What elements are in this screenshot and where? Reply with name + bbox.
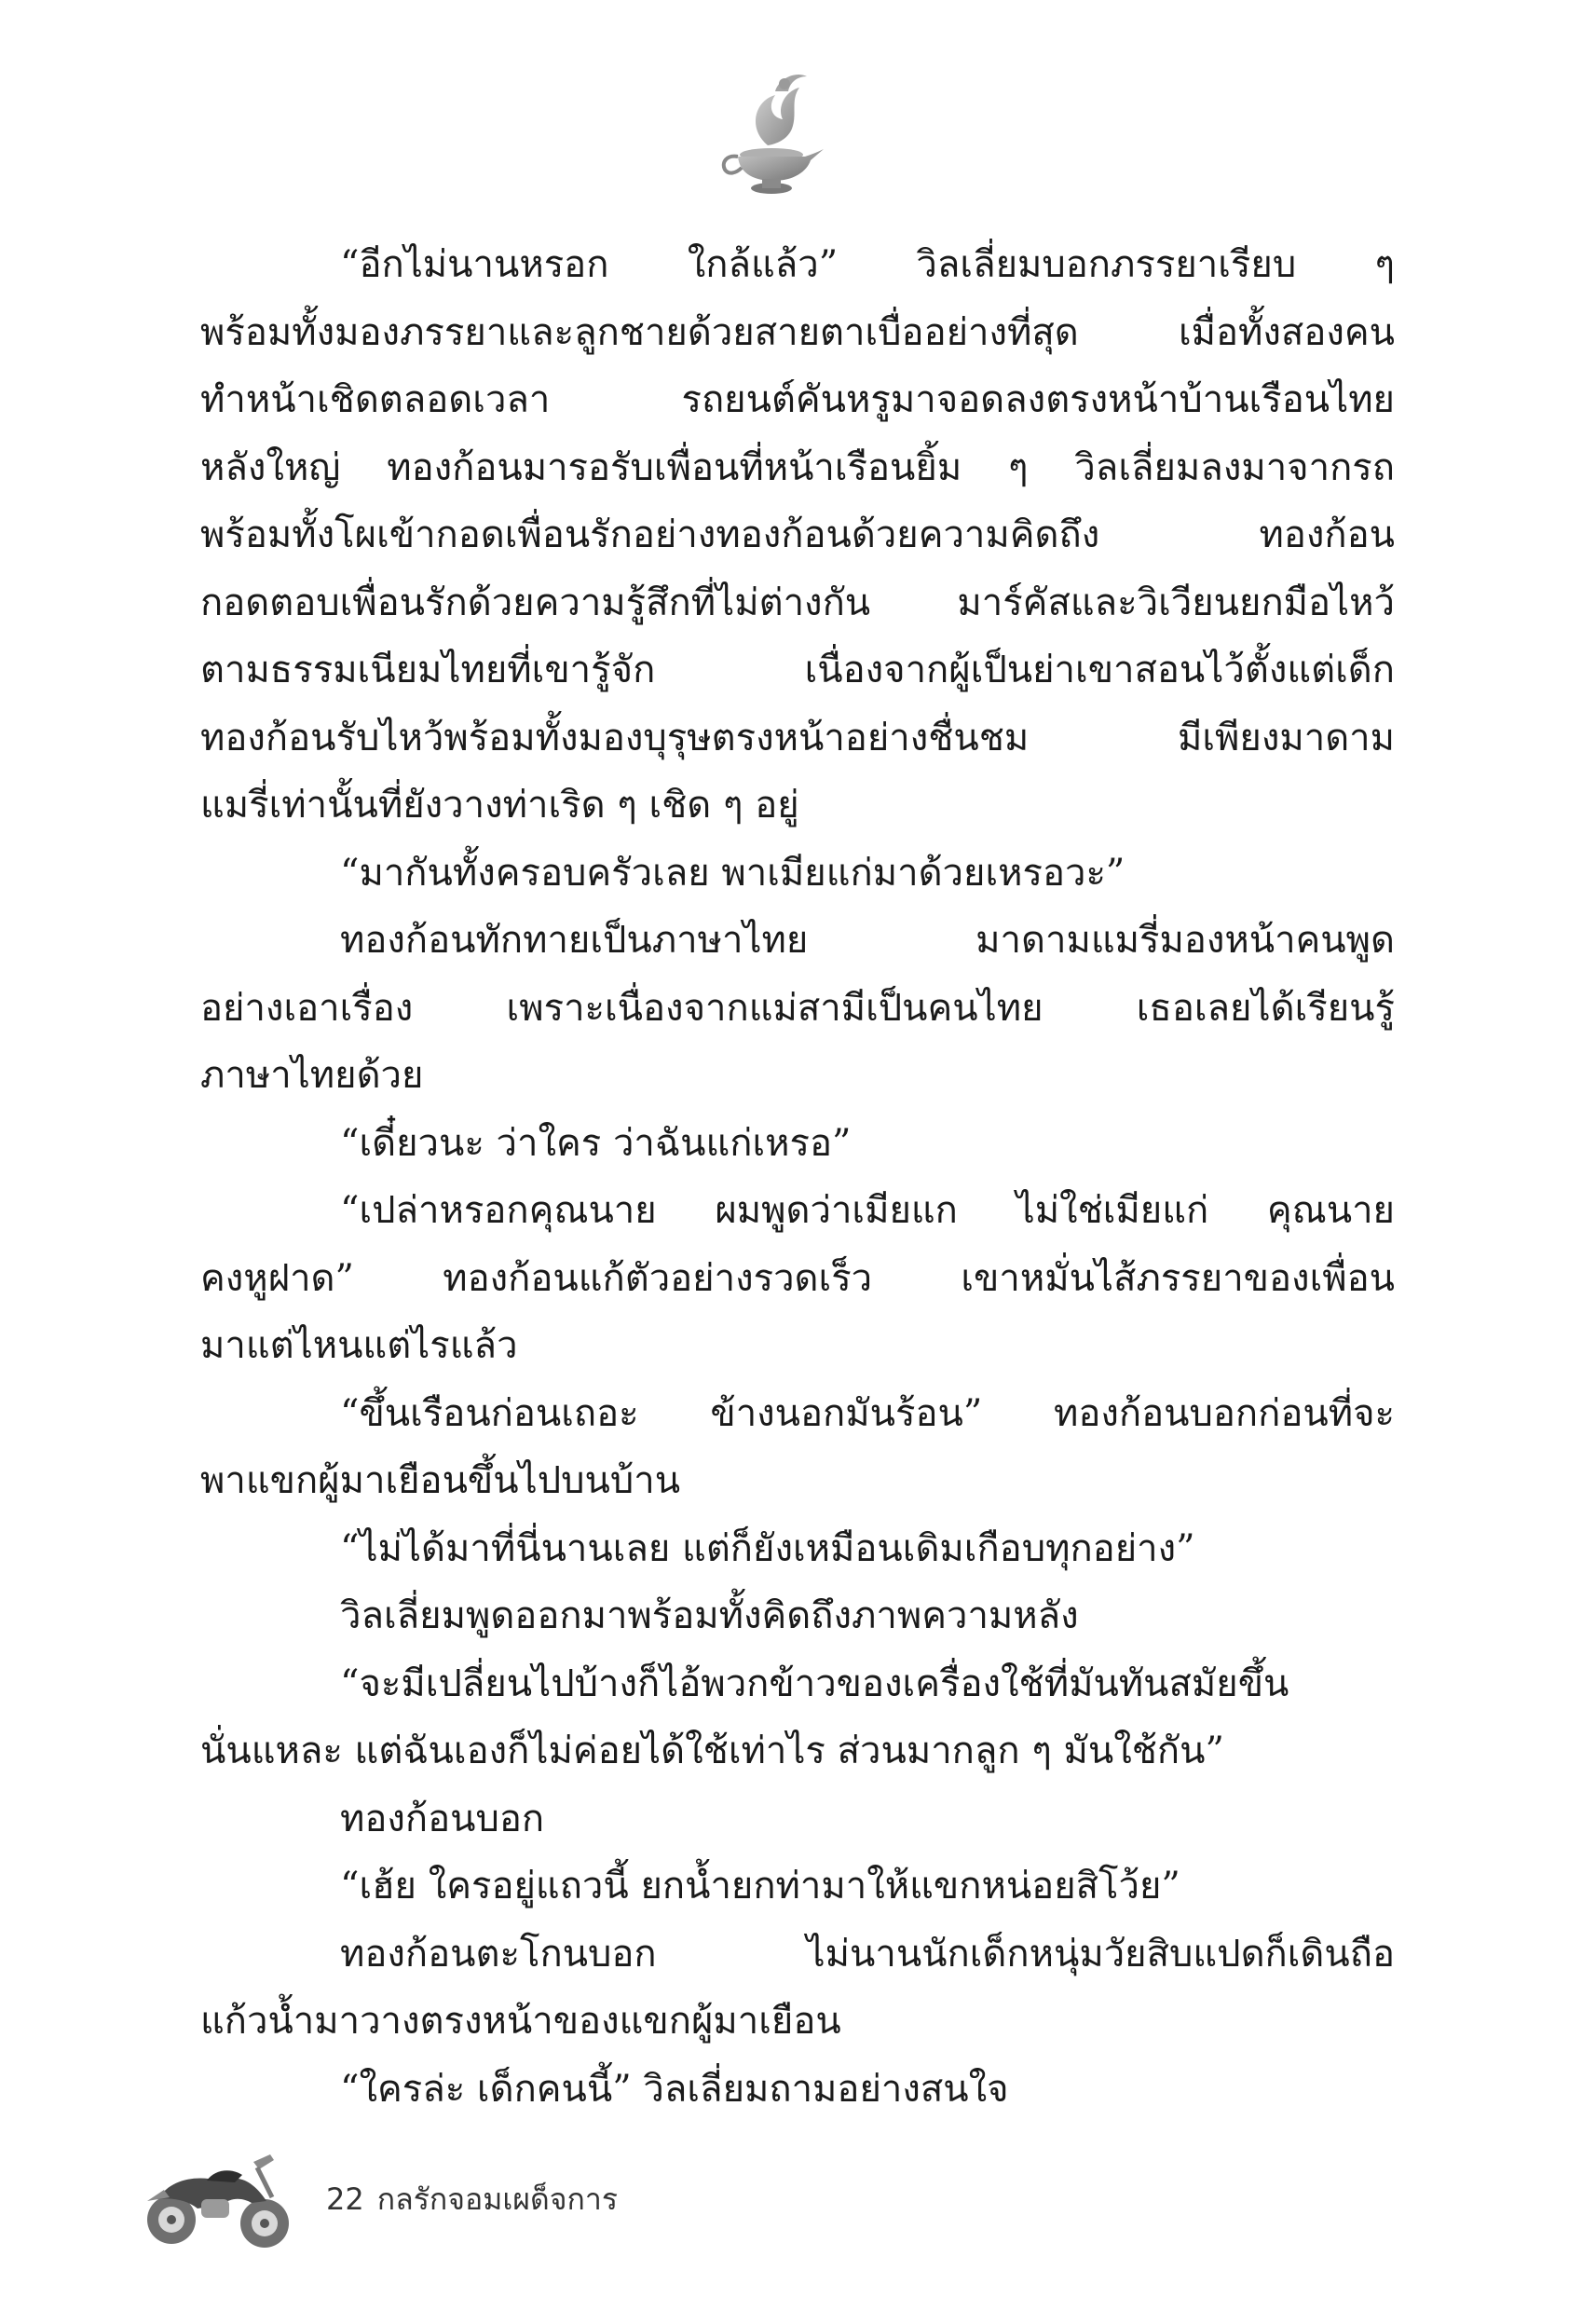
- text-line: “ใครล่ะ เด็กคนนี้” วิลเลี่ยมถามอย่างสนใจ: [340, 2067, 1009, 2111]
- text-line: ทำหน้าเชิดตลอดเวลา รถยนต์คันหรูมาจอดลงตรงหน้าบ้านเรือนไทย: [200, 378, 1395, 421]
- text-line: พาแขกผู้มาเยือนขึ้นไปบนบ้าน: [200, 1459, 681, 1502]
- text-line: ภาษาไทยด้วย: [200, 1054, 424, 1097]
- text-line: ทองก้อนทักทายเป็นภาษาไทย มาดามแมรี่มองหน้าคนพูด: [340, 919, 1395, 962]
- text-line: แมรี่เท่านั้นที่ยังวางท่าเริด ๆ เชิด ๆ อยู่: [200, 784, 799, 827]
- text-line: “เดี๋ยวนะ ว่าใคร ว่าฉันแก่เหรอ”: [340, 1121, 852, 1165]
- text-line: “มากันทั้งครอบครัวเลย พาเมียแก่มาด้วยเหรอวะ”: [340, 851, 1125, 895]
- text-line: แก้วน้ำมาวางตรงหน้าของแขกผู้มาเยือน: [200, 2000, 841, 2043]
- text-line: “อีกไม่นานหรอก ใกล้แล้ว” วิลเลี่ยมบอกภรรยาเรียบ ๆ: [340, 243, 1395, 286]
- text-line: “เปล่าหรอกคุณนาย ผมพูดว่าเมียแก ไม่ใช่เมียแก่ คุณนาย: [340, 1189, 1395, 1232]
- text-line: พร้อมทั้งโผเข้ากอดเพื่อนรักอย่างทองก้อนด้วยความคิดถึง ทองก้อน: [200, 513, 1395, 556]
- book-title: กลรักจอมเผด็จการ: [376, 2181, 619, 2217]
- text-line: ทองก้อนตะโกนบอก ไม่นานนักเด็กหนุ่มวัยสิบแปดก็เดินถือ: [340, 1932, 1395, 1976]
- text-line: นั่นแหละ แต่ฉันเองก็ไม่ค่อยได้ใช้เท่าไร ส่วนมากลูก ๆ มันใช้กัน”: [200, 1730, 1224, 1772]
- text-line: “จะมีเปลี่ยนไปบ้างก็ไอ้พวกข้าวของเครื่องใช้ที่มันทันสมัยขึ้น: [340, 1661, 1289, 1705]
- motorcycle-icon: [142, 2143, 295, 2255]
- text-line: อย่างเอาเรื่อง เพราะเนื่องจากแม่สามีเป็นคนไทย เธอเลยได้เรียนรู้: [200, 986, 1395, 1030]
- text-line: ตามธรรมเนียมไทยที่เขารู้จัก เนื่องจากผู้เป็นย่าเขาสอนไว้ตั้งแต่เด็ก: [200, 649, 1395, 691]
- page-footer: [142, 2143, 794, 2255]
- text-line: มาแต่ไหนแต่ไรแล้ว: [200, 1324, 518, 1367]
- body-text: [200, 231, 1395, 2123]
- text-line: กอดตอบเพื่อนรักด้วยความรู้สึกที่ไม่ต่างกัน มาร์คัสและวิเวียนยกมือไหว้: [200, 581, 1395, 624]
- text-line: ทองก้อนรับไหว้พร้อมทั้งมองบุรุษตรงหน้าอย่างชื่นชม มีเพียงมาดาม: [200, 716, 1395, 759]
- page-number: 22: [326, 2181, 364, 2217]
- text-line: พร้อมทั้งมองภรรยาและลูกชายด้วยสายตาเบื่ออย่างที่สุด เมื่อทั้งสองคน: [200, 310, 1395, 354]
- text-line: “ขึ้นเรือนก่อนเถอะ ข้างนอกมันร้อน” ทองก้อนบอกก่อนที่จะ: [340, 1391, 1395, 1435]
- footer-text: [326, 2176, 618, 2223]
- text-line: “เฮ้ย ใครอยู่แถวนี้ ยกน้ำยกท่ามาให้แขกหน่อยสิโว้ย”: [340, 1865, 1180, 1908]
- text-line: “ไม่ได้มาที่นี่นานเลย แต่ก็ยังเหมือนเดิมเกือบทุกอย่าง”: [340, 1526, 1195, 1570]
- text-line: คงหูฝาด” ทองก้อนแก้ตัวอย่างรวดเร็ว เขาหมั่นไส้ภรรยาของเพื่อน: [200, 1256, 1395, 1300]
- genie-lamp-icon: [710, 63, 831, 203]
- text-line: วิลเลี่ยมพูดออกมาพร้อมทั้งคิดถึงภาพความหลัง: [340, 1594, 1079, 1637]
- text-line: ทองก้อนบอก: [340, 1797, 545, 1840]
- text-line: หลังใหญ่ ทองก้อนมารอรับเพื่อนที่หน้าเรือนยิ้ม ๆ วิลเลี่ยมลงมาจากรถ: [200, 445, 1395, 489]
